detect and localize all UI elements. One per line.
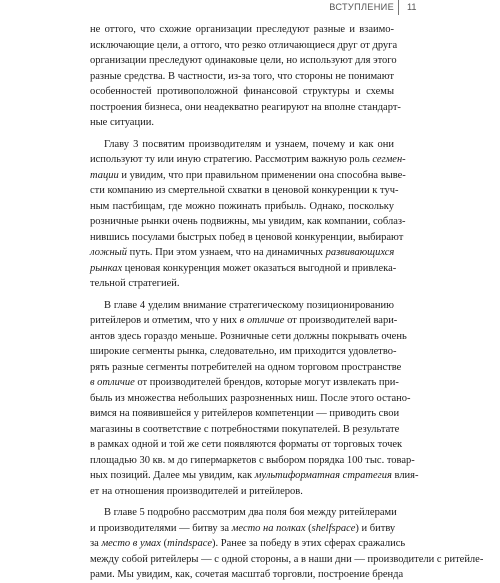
- page-number: 11: [407, 2, 417, 12]
- text-line: рынках ценовая конкуренция может оказаться выгодной и привлека-: [90, 262, 397, 274]
- header-divider: [398, 0, 399, 15]
- text-line: широкие сегменты рынка, следовательно, им приходится удовлетво-: [90, 346, 397, 357]
- text-line: ритейлеров и отметим, что у них в отличие от производителей вари-: [90, 315, 398, 326]
- text-line: и производителями — битву за место на полках (shelfspace) и битву: [90, 522, 396, 534]
- text-line: быль из множества небольших разрозненных ниш. После этого остано-: [90, 392, 411, 404]
- text-line: исключающие цели, а оттого, что резко отличающиеся друг от друга: [90, 39, 398, 51]
- text-line: между собой ритейлеры — с одной стороны, а в наши дни — производители с ритейле-: [90, 553, 484, 565]
- text-line: сти компанию из смертельной схватки в ценовой конкуренции к туч-: [90, 185, 399, 196]
- text-line: Главу 3 посвятим производителям и узнаем, почему и как они: [104, 138, 394, 150]
- text-line: ных позиций. Далее мы увидим, как мультиформатная стратегия влия-: [90, 470, 419, 481]
- text-line: тации и увидим, что при правильном применении она способна выве-: [90, 169, 406, 181]
- paragraph: [90, 298, 419, 500]
- text-line: ным пастбищам, где можно пожинать прибыль. Однако, поскольку: [90, 200, 394, 212]
- text-line: разные средства. В частности, из-за того, что стороны не понимают: [90, 70, 394, 82]
- paragraph: [90, 505, 484, 583]
- text-line: построения бизнеса, они неадекватно реагируют на вполне стандарт-: [90, 101, 401, 113]
- text-line: нившись посулами быстрых побед в ценовой конкуренции, выбирают: [90, 231, 404, 243]
- text-line: магазины в соответствие с потребностями покупателей. В результате: [90, 423, 400, 435]
- text-line: используют ту или иную стратегию. Рассмотрим важную роль сегмен-: [90, 154, 406, 165]
- text-line: организации преследуют одинаковые цели, но используют для этого: [90, 55, 397, 66]
- text-line: антов здесь гораздо меньше. Розничные сети должны покрывать очень: [90, 330, 407, 342]
- text-line: не оттого, что схожие организации преследуют разные и взаимо-: [90, 24, 394, 35]
- text-line: В главе 4 уделим внимание стратегическому позиционированию: [104, 299, 394, 311]
- paragraph: [90, 137, 406, 292]
- text-line: особенностей противоположной финансовой структуры и схемы: [90, 86, 394, 97]
- text-line: в рамках одной и той же сети появляются форматы от торговых точек: [90, 439, 403, 450]
- text-line: рять разные сегменты потребителей на одном торговом пространстве: [90, 361, 402, 373]
- text-line: ложный путь. При этом узнаем, что на динамичных развивающихся: [90, 247, 395, 258]
- text-line: розничные рынки очень подвижны, мы увидим, как компании, соблаз-: [90, 216, 406, 227]
- section-title: ВСТУПЛЕНИЕ: [329, 2, 394, 12]
- text-line: за место в умах (mindspace). Ранее за победу в этих сферах сражались: [90, 538, 406, 549]
- text-line: В главе 5 подробно рассмотрим два поля боя между ритейлерами: [104, 507, 397, 518]
- running-head: [0, 0, 500, 19]
- paragraph: [90, 22, 401, 131]
- body-text: [90, 22, 484, 583]
- text-line: тельной стратегией.: [90, 278, 180, 289]
- text-line: ные ситуации.: [90, 117, 154, 128]
- text-line: площадью 30 кв. м до гипермаркетов с выбором порядка 100 тыс. товар-: [90, 454, 415, 466]
- text-line: рами. Мы увидим, как, сочетая масштаб торговли, построение бренда: [90, 569, 404, 580]
- text-line: ет на отношения производителей и ритейлеров.: [90, 485, 303, 497]
- text-line: в отличие от производителей брендов, которые могут извлекать при-: [90, 377, 399, 388]
- text-line: вимся на появившейся у ритейлеров компетенции — приводить свои: [90, 408, 400, 419]
